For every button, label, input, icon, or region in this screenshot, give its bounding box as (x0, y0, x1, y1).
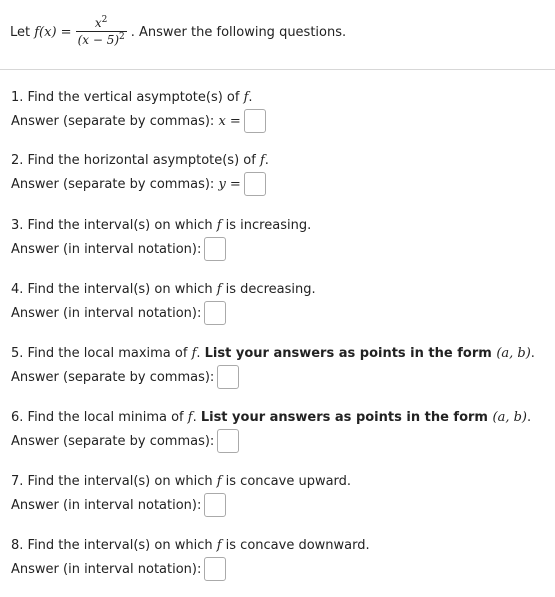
question-text: 4. Find the interval(s) on which f is decreasing. (11, 282, 316, 297)
fraction-denominator: $(x - 5)^2$ (77, 32, 125, 47)
answer-input-8[interactable] (204, 557, 226, 581)
answer-label: Answer (in interval notation): (11, 561, 202, 577)
question-6 (11, 409, 551, 453)
answer-input-5[interactable] (217, 365, 239, 389)
answer-input-4[interactable] (204, 301, 226, 325)
answer-row (11, 237, 551, 261)
question-text: 8. Find the interval(s) on which f is concave downward. (11, 538, 370, 553)
question-3 (11, 217, 551, 261)
question-text: 6. Find the local minima of f. List your answers as points in the form (a, b). (11, 410, 532, 425)
let-text: Let (10, 24, 31, 40)
question-8 (11, 537, 551, 581)
answer-label: Answer (separate by commas): (11, 433, 215, 449)
answer-label: Answer (in interval notation): (11, 305, 202, 321)
answer-label: Answer (in interval notation): (11, 241, 202, 257)
answer-input-3[interactable] (204, 237, 226, 261)
answer-label: Answer (separate by commas): (11, 113, 215, 129)
answer-label: Answer (separate by commas): (11, 176, 215, 192)
function-fraction (76, 16, 127, 48)
answer-variable: y = (218, 176, 241, 192)
question-5 (11, 345, 551, 389)
question-text: 3. Find the interval(s) on which f is increasing. (11, 218, 312, 233)
question-text: 7. Find the interval(s) on which f is concave upward. (11, 474, 352, 489)
question-text: 5. Find the local maxima of f. List your answers as points in the form (a, b). (11, 346, 535, 361)
answer-row (11, 493, 551, 517)
answer-row (11, 301, 551, 325)
answer-input-6[interactable] (217, 429, 239, 453)
question-7 (11, 473, 551, 517)
question-text: 1. Find the vertical asymptote(s) of f. (11, 90, 253, 105)
problem-header (0, 0, 555, 70)
fraction-numerator: $x^2$ (94, 15, 108, 30)
question-text: 2. Find the horizontal asymptote(s) of f. (11, 153, 269, 168)
function-name: f(x) = (34, 24, 72, 40)
answer-input-7[interactable] (204, 493, 226, 517)
question-2 (11, 152, 551, 196)
answer-input-1[interactable] (244, 109, 266, 133)
answer-row (11, 172, 551, 196)
answer-row (11, 429, 551, 453)
answer-row (11, 109, 551, 133)
question-4 (11, 281, 551, 325)
question-1 (11, 89, 551, 133)
answer-label: Answer (separate by commas): (11, 369, 215, 385)
instructions-text: . Answer the following questions. (130, 24, 347, 40)
answer-input-2[interactable] (244, 172, 266, 196)
answer-row (11, 557, 551, 581)
answer-variable: x = (218, 113, 241, 129)
answer-label: Answer (in interval notation): (11, 497, 202, 513)
problem-statement (10, 15, 347, 47)
answer-row (11, 365, 551, 389)
